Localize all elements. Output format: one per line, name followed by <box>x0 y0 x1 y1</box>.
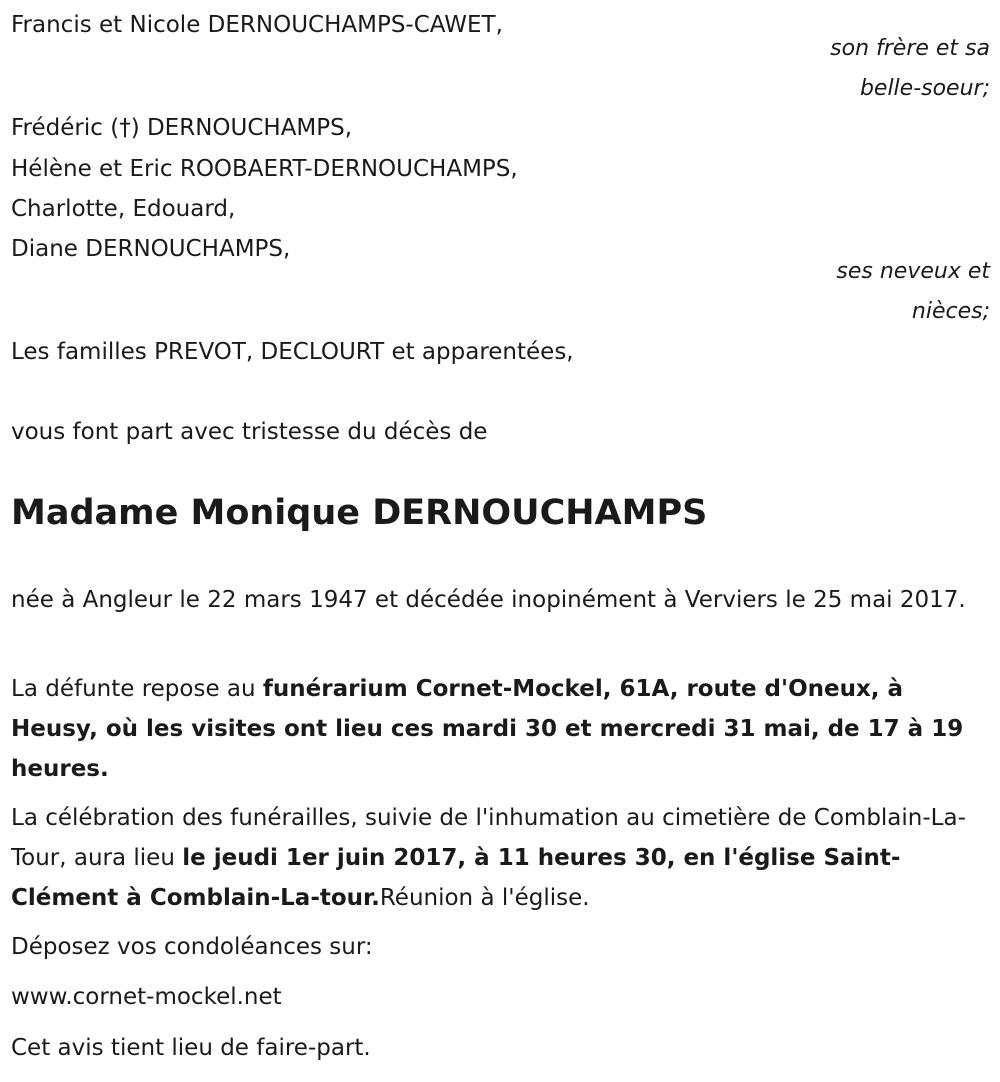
condolences-label: Déposez vos condoléances sur: <box>11 934 373 960</box>
nephew-line-3: Charlotte, Edouard, <box>11 196 236 222</box>
cross-icon: † <box>119 115 131 141</box>
nephew-line-4: Diane DERNOUCHAMPS, <box>11 236 291 262</box>
nephew-line-2: Hélène et Eric ROOBAERT-DERNOUCHAMPS, <box>11 156 518 182</box>
brother-role-line-2: belle-soeur; <box>859 76 990 101</box>
brother-role-line-1: son frère et sa <box>830 36 990 61</box>
rest-paragraph <box>11 669 986 789</box>
birth-death-paragraph: née à Angleur le 22 mars 1947 et décédée inopinément à Verviers le 25 mai 2017. <box>11 587 966 613</box>
closing-line: Cet avis tient lieu de faire-part. <box>11 1035 371 1061</box>
ceremony-details: le jeudi 1er juin 2017, à 11 heures 30, en l'église Saint-Clément à Comblain-La-tour. <box>11 845 901 911</box>
families-line: Les familles PREVOT, DECLOURT et apparentées, <box>11 339 574 365</box>
brother-line: Francis et Nicole DERNOUCHAMPS-CAWET, <box>11 12 503 38</box>
ceremony-paragraph <box>11 798 986 918</box>
nephews-role-line-2: nièces; <box>911 299 990 324</box>
announcement-intro: vous font part avec tristesse du décès de <box>11 419 488 445</box>
deceased-name: Madame Monique DERNOUCHAMPS <box>11 493 708 533</box>
rest-details: funérarium Cornet-Mockel, 61A, route d'Oneux, à Heusy, où les visites ont lieu ces mardi 30 et mercredi 31 mai, de 17 à 19 heures. <box>11 676 964 782</box>
ceremony-prefix: La célébration des funérailles, suivie de l'inhumation au cimetière de Comblain-La-Tour, aura lieu <box>11 805 966 871</box>
website-link[interactable]: www.cornet-mockel.net <box>11 984 282 1010</box>
nephew-line-1 <box>11 113 352 143</box>
ceremony-suffix: Réunion à l'église. <box>379 885 590 911</box>
nephew-1-first-name: Frédéric ( <box>11 115 120 141</box>
nephew-1-surname: ) DERNOUCHAMPS, <box>130 115 353 141</box>
nephews-role-line-1: ses neveux et <box>836 259 990 284</box>
rest-prefix: La défunte repose au <box>11 676 263 702</box>
